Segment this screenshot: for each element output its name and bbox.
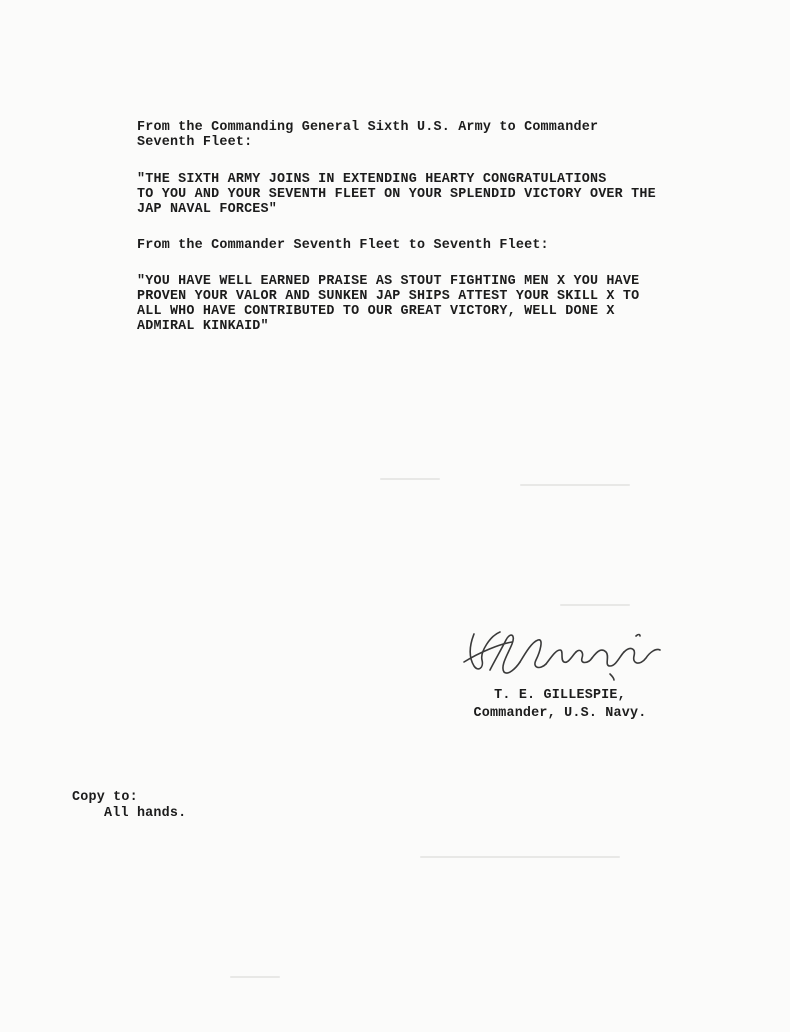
bleed-mark bbox=[560, 604, 630, 606]
text-line: From the Commanding General Sixth U.S. Army to Commander bbox=[137, 120, 599, 135]
bleed-mark bbox=[520, 484, 630, 486]
signer-title: Commander, U.S. Navy. bbox=[473, 706, 647, 721]
paragraph-from-fleet bbox=[137, 238, 549, 253]
text-line: TO YOU AND YOUR SEVENTH FLEET ON YOUR SPLENDID VICTORY OVER THE bbox=[137, 187, 656, 202]
text-line: "THE SIXTH ARMY JOINS IN EXTENDING HEARTY CONGRATULATIONS bbox=[137, 172, 607, 187]
bleed-mark bbox=[230, 976, 280, 978]
signature-drawing bbox=[460, 622, 670, 682]
quote-seventh-fleet bbox=[137, 274, 639, 334]
signer-name: T. E. GILLESPIE, bbox=[494, 688, 626, 703]
text-line: "YOU HAVE WELL EARNED PRAISE AS STOUT FIGHTING MEN X YOU HAVE bbox=[137, 274, 640, 289]
bleed-mark bbox=[380, 478, 440, 480]
text-line: ADMIRAL KINKAID" bbox=[137, 319, 269, 334]
copy-recipient: All hands. bbox=[104, 806, 187, 821]
quote-sixth-army bbox=[137, 172, 656, 217]
text-line: ALL WHO HAVE CONTRIBUTED TO OUR GREAT VICTORY, WELL DONE X bbox=[137, 304, 615, 319]
handwritten-signature bbox=[460, 622, 670, 682]
copy-to-label: Copy to: bbox=[72, 790, 138, 805]
text-line: Seventh Fleet: bbox=[137, 135, 253, 150]
text-line: PROVEN YOUR VALOR AND SUNKEN JAP SHIPS ATTEST YOUR SKILL X TO bbox=[137, 289, 640, 304]
bleed-mark bbox=[420, 856, 620, 858]
text-line: From the Commander Seventh Fleet to Seventh Fleet: bbox=[137, 238, 549, 253]
text-line: JAP NAVAL FORCES" bbox=[137, 202, 278, 217]
paragraph-from-army bbox=[137, 120, 598, 150]
